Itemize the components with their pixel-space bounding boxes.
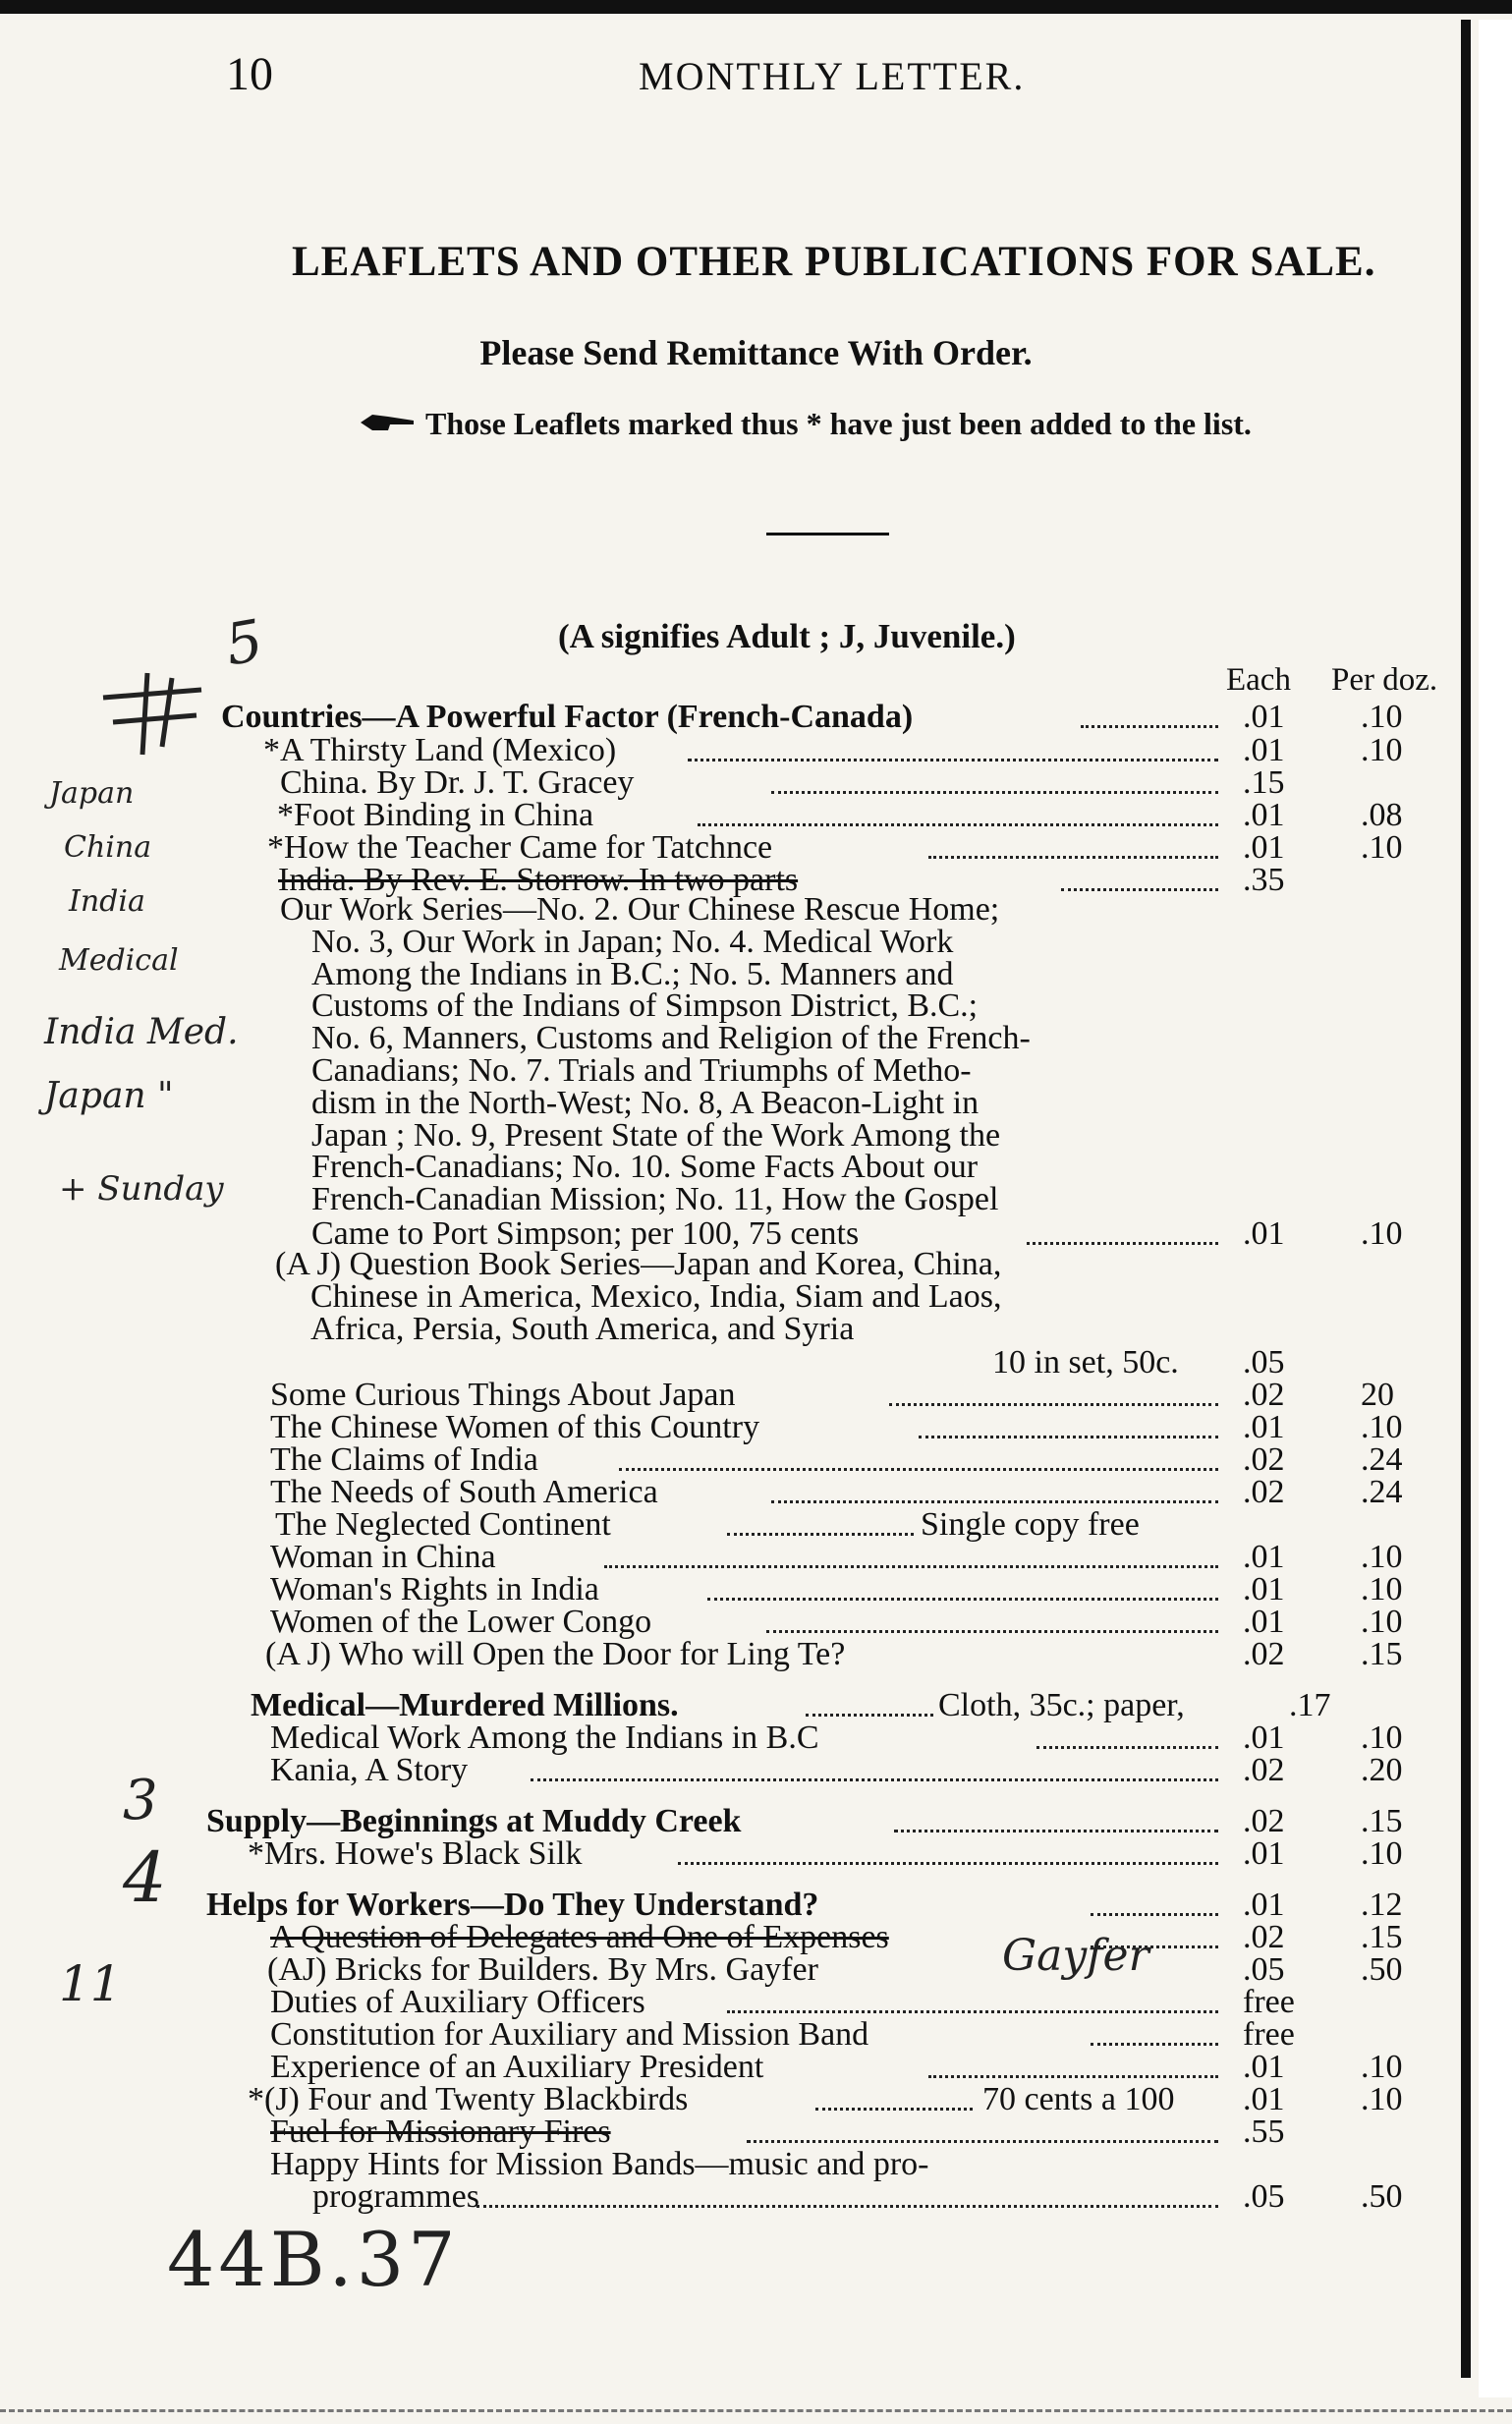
column-header-per-doz: Per doz.	[1331, 662, 1438, 698]
running-title: MONTHLY LETTER.	[639, 54, 1026, 98]
list-item: 10 in set, 50c. .05	[992, 1344, 1285, 1381]
subtitle: Please Send Remittance With Order.	[479, 333, 1033, 372]
list-item: India. By Rev. E. Storrow. In two parts .35	[278, 862, 1285, 898]
handwritten-margin-note: India	[69, 884, 145, 919]
leaflet-note-text: Those Leaflets marked thus * have just been added to the list.	[425, 406, 1252, 441]
handwritten-margin-note: Medical	[59, 943, 179, 978]
handwritten-margin-note: + Sunday	[59, 1169, 224, 1209]
handwritten-catalogue-number: 44B.37	[167, 2216, 460, 2303]
happy-hints: Happy Hints for Mission Bands—music and pro-	[270, 2146, 929, 2182]
leaflet-note	[359, 406, 1252, 442]
list-item: Countries—A Powerful Factor (French-Canada) .01 .10	[221, 699, 1403, 735]
list-item: Fuel for Missionary Fires .55	[270, 2114, 1285, 2150]
page-edge	[1479, 20, 1512, 2397]
bottom-dashed-rule	[0, 2409, 1512, 2412]
right-border-rule	[1461, 20, 1471, 2378]
our-work-series: Our Work Series—No. 2. Our Chinese Rescue Home; No. 3, Our Work in Japan; No. 4. Medical Work Among the Indians in B.C.; No. 5. Manners and Customs of the Indians of Simpson District, B.C.; No. 6, Manners, Customs and Religion of the French- Canadians; No. 7. Trials and Triumphs of Metho- dism in the North-West; No. 8, A Beacon-Light in Japan ; No. 9, Present State of the Work Among the French-Canadians; No. 10. Some Facts About our French-Canadian Mission; No. 11, How the Gospel	[280, 891, 1031, 1218]
handwritten-margin-note: China	[64, 830, 152, 865]
handwritten-margin-note: Japan	[49, 776, 135, 811]
list-item: Duties of Auxiliary Officers free	[270, 1984, 1295, 2020]
list-item: China. By Dr. J. T. Gracey .15	[280, 764, 1285, 801]
list-item: The Neglected Continent Single copy free	[275, 1506, 1140, 1543]
handwritten-mark: 4	[123, 1837, 167, 1918]
pointing-hand-icon	[359, 406, 416, 442]
handwritten-margin-note: India Med.	[44, 1012, 239, 1052]
list-item: Kania, A Story .02 .20	[270, 1752, 1403, 1788]
handwritten-mark: 3	[123, 1769, 158, 1832]
list-item: A Question of Delegates and One of Expenses .02 .15	[270, 1919, 1403, 1955]
list-item: Experience of an Auxiliary President .01 .10	[270, 2049, 1403, 2085]
list-item: (A J) Who will Open the Door for Ling Te? .02 .15	[265, 1636, 1403, 1672]
list-item: Constitution for Auxiliary and Mission Band free	[270, 2016, 1295, 2053]
list-item: *How the Teacher Came for Tatchnce .01 .10	[267, 829, 1403, 866]
page-title: LEAFLETS AND OTHER PUBLICATIONS FOR SALE.	[292, 239, 1376, 285]
list-item: Supply—Beginnings at Muddy Creek .02 .15	[206, 1803, 1403, 1839]
list-item: Some Curious Things About Japan .02 20	[270, 1377, 1394, 1413]
handwritten-mark: 5	[220, 606, 268, 679]
handwritten-margin-note: Japan "	[44, 1076, 174, 1116]
column-header-each: Each	[1226, 662, 1291, 698]
list-item: Medical Work Among the Indians in B.C .01 .10	[270, 1719, 1403, 1756]
handwritten-note: Gayfer	[1002, 1931, 1149, 1981]
handwritten-mark: 11	[59, 1955, 122, 2012]
list-item: The Needs of South America .02 .24	[270, 1474, 1403, 1510]
list-item: Came to Port Simpson; per 100, 75 cents .01 .10	[311, 1215, 1403, 1252]
list-item: The Claims of India .02 .24	[270, 1441, 1403, 1478]
legend: (A signifies Adult ; J, Juvenile.)	[558, 617, 1016, 655]
list-item: Medical—Murdered Millions. Cloth, 35c.; paper, .17	[251, 1687, 1331, 1723]
list-item: Woman in China .01 .10	[270, 1539, 1403, 1575]
handwritten-scribble-icon	[93, 668, 211, 757]
list-item: The Chinese Women of this Country .01 .10	[270, 1409, 1403, 1445]
list-item: Helps for Workers—Do They Understand? .01 .12	[206, 1887, 1403, 1923]
section-divider	[766, 533, 889, 536]
list-item: *(J) Four and Twenty Blackbirds 70 cents a 100 .01 .10	[248, 2081, 1403, 2117]
list-item: *Mrs. Howe's Black Silk .01 .10	[248, 1835, 1403, 1872]
list-item: Woman's Rights in India .01 .10	[270, 1571, 1403, 1607]
question-book-series: (A J) Question Book Series—Japan and Korea, China, Chinese in America, Mexico, India, Siam and Laos, Africa, Persia, South America, and Syria	[275, 1246, 1002, 1347]
list-item: (AJ) Bricks for Builders. By Mrs. Gayfer .05 .50	[267, 1951, 1403, 1988]
list-item: programmes .05 .50	[312, 2178, 1403, 2215]
top-border-rule	[0, 0, 1512, 14]
page-number: 10	[226, 48, 273, 100]
list-item: *A Thirsty Land (Mexico) .01 .10	[263, 732, 1403, 768]
list-item: *Foot Binding in China .01 .08	[277, 797, 1403, 833]
list-item: Women of the Lower Congo .01 .10	[270, 1604, 1403, 1640]
